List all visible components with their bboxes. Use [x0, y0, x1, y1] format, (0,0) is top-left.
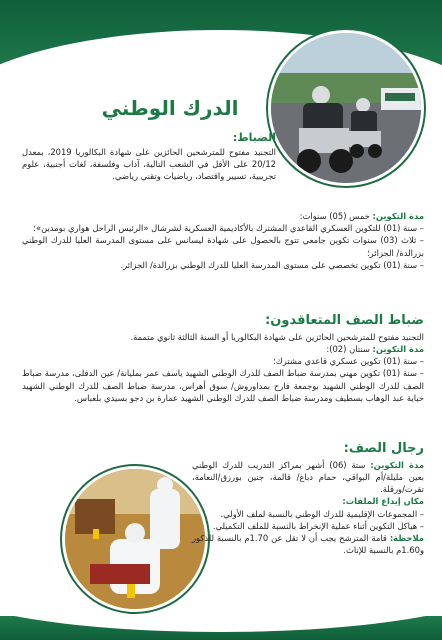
nco-duration-value: سنتان (02):	[326, 344, 370, 355]
nco-heading: ضباط الصف المتعاقدون:	[265, 313, 424, 328]
officers-heading: الضباط:	[232, 131, 276, 144]
note-text: قامة المترشح يجب أن لا تقل عن 1.70م بالنسبة للذكور و1.60م بالنسبة للإناث.	[192, 532, 424, 556]
nco-item: – سنة (01) تكوين مهني بمدرسة ضباط الصف للدرك الوطني الشهيد ياسف عمر بمليانة/ عين الدفلى، مدرسة ضباط الصف للدرك الوطني الشهيد بوجمعة فارح بمداوروش/ سوق أهراس، مدرسة ضباط الصف للدرك الوطني الشهيد خباية عبد الوهاب بسطيف ومدرسة ضباط الصف للدرك الوطني الشهيد عمارة بن دجو بسيدي بلعباس.	[22, 368, 424, 403]
officers-duration-value: خمس (05) سنوات:	[299, 211, 370, 221]
officers-duration	[22, 210, 424, 222]
officers-duration-label: مدة التكوين:	[372, 211, 424, 221]
officers-item: – ثلاث (03) سنوات تكوين جامعي تتوج بالحصول على شهادة ليسانس على مستوى المدرسة العليا للدرك الوطني بزرالدة/ الجزائر؛	[22, 235, 424, 258]
troops-duration	[192, 459, 424, 496]
deposit-label: مكان إيداع الملفات:	[342, 496, 424, 507]
troops-section	[192, 440, 424, 556]
officers-item: – سنة (01) تكوين تخصصي على مستوى المدرسة العليا للدرك الوطني بزرالدة/ الجزائر.	[120, 259, 424, 270]
nco-duration-label: مدة التكوين:	[372, 344, 424, 355]
officers-intro: التجنيد مفتوح للمترشحين الحائزين على شهادة البكالوريا 2019، بمعدل 20/12 على الأقل في الشعب التالية، آداب وفلسفة، لغات أجنبية، علوم تجريبية، تسيير واقتصاد، رياضيات وتقني رياضي.	[22, 146, 277, 182]
nco-duration	[22, 343, 424, 355]
troops-heading: رجال الصف:	[343, 441, 424, 456]
nco-item: – سنة (01) تكوين عسكري قاعدي مشترك؛	[273, 356, 424, 367]
officers-training	[22, 210, 424, 271]
note-label: ملاحظة:	[389, 532, 424, 543]
officers-section	[22, 130, 424, 183]
troops-note	[192, 532, 424, 556]
nco-section	[22, 312, 424, 404]
nco-intro: التجنيد مفتوح للمترشحين الحائزين على شهادة البكالوريا أو السنة الثالثة ثانوي متممة.	[130, 331, 424, 342]
troops-duration-text: ستة (06) أشهر بمراكز التدريب للدرك الوطني بعين مليلة/أم البواقي، حمام دباغ/ قالمة، جنين بورزق/النعامة، تقرت/ورقلة.	[192, 459, 424, 495]
deposit-item: – المجموعات الإقليمية للدرك الوطني بالنسبة لملف الأولي.	[220, 508, 424, 519]
deposit-item: – هياكل التكوين أثناء عملية الإنخراط بالنسبة للملف التكميلي.	[212, 520, 424, 531]
officers-item: – سنة (01) للتكوين العسكري القاعدي المشترك بالأكاديمية العسكرية لشرشال «الرئيس الراحل هواري بومدين»؛	[33, 223, 424, 234]
troops-duration-label: مدة التكوين:	[370, 459, 424, 470]
forensic-team-photo	[62, 466, 208, 612]
page-title: الدرك الوطني	[101, 96, 239, 120]
